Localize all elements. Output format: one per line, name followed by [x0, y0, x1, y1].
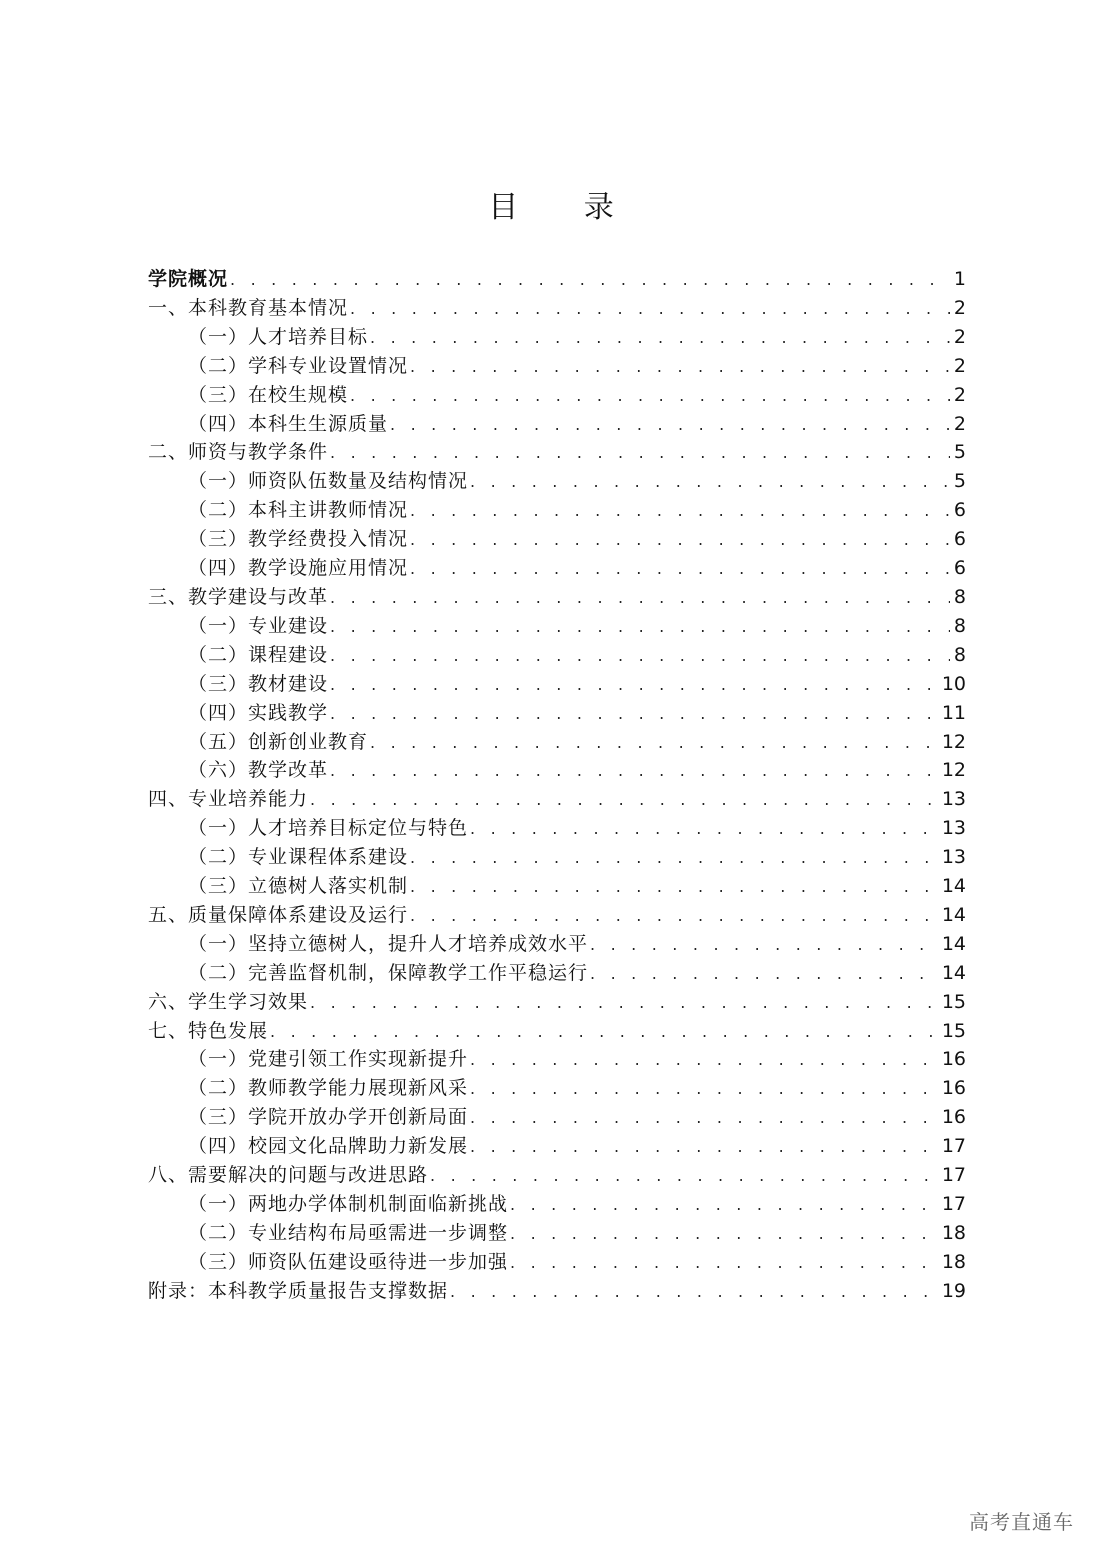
toc-dot-leader: [590, 931, 938, 960]
toc-entry-label: （一）坚持立德树人，提升人才培养成效水平: [188, 932, 589, 955]
toc-dot-leader: [330, 613, 950, 642]
toc-entry[interactable]: [148, 381, 966, 410]
toc-entry[interactable]: [148, 959, 966, 988]
toc-page-number: 13: [941, 846, 966, 869]
toc-page-number: 14: [941, 903, 966, 926]
toc-dot-leader: [470, 1133, 938, 1162]
toc-entry-label: 五、质量保障体系建设及运行: [148, 903, 409, 926]
toc-page-number: 19: [941, 1279, 966, 1302]
toc-dot-leader: [470, 815, 938, 844]
toc-page-number: 8: [953, 643, 966, 666]
toc-dot-leader: [470, 468, 950, 497]
toc-entry[interactable]: [148, 1248, 966, 1277]
toc-entry[interactable]: [148, 438, 966, 467]
toc-page-number: 2: [953, 325, 966, 348]
toc-dot-leader: [330, 700, 938, 729]
toc-dot-leader: [330, 584, 950, 613]
toc-dot-leader: [230, 266, 950, 295]
toc-dot-leader: [370, 324, 950, 353]
table-of-contents: [148, 265, 966, 1306]
toc-page-number: 1: [953, 268, 966, 290]
toc-page-number: 16: [941, 1106, 966, 1129]
toc-page-number: 2: [953, 412, 966, 435]
toc-entry-label: （二）教师教学能力展现新风采: [188, 1077, 469, 1100]
toc-entry-label: （一）专业建设: [188, 614, 329, 637]
toc-entry[interactable]: [148, 525, 966, 554]
toc-dot-leader: [470, 1104, 938, 1133]
toc-entry[interactable]: [148, 814, 966, 843]
toc-entry-label: （三）教材建设: [188, 672, 329, 695]
toc-entry-label: （二）专业课程体系建设: [188, 846, 409, 869]
toc-entry[interactable]: [148, 352, 966, 381]
toc-page-number: 5: [953, 470, 966, 493]
toc-entry-label: （三）在校生规模: [188, 383, 349, 406]
toc-dot-leader: [430, 1162, 938, 1191]
toc-dot-leader: [510, 1220, 938, 1249]
toc-dot-leader: [370, 729, 938, 758]
toc-entry-label: （一）党建引领工作实现新提升: [188, 1048, 469, 1071]
toc-entry[interactable]: [148, 496, 966, 525]
toc-entry-label: 学院概况: [148, 268, 229, 290]
toc-dot-leader: [330, 439, 950, 468]
toc-dot-leader: [330, 642, 950, 671]
toc-entry-label: （三）立德树人落实机制: [188, 875, 409, 898]
toc-page-number: 14: [941, 875, 966, 898]
toc-page-number: 6: [953, 557, 966, 580]
toc-entry[interactable]: [148, 467, 966, 496]
toc-page-number: 12: [941, 730, 966, 753]
toc-entry[interactable]: [148, 872, 966, 901]
toc-entry-label: （一）师资队伍数量及结构情况: [188, 470, 469, 493]
toc-page-number: 16: [941, 1048, 966, 1071]
toc-dot-leader: [390, 411, 950, 440]
toc-dot-leader: [510, 1191, 938, 1220]
page-title: 目 录: [488, 190, 642, 225]
toc-entry-label: （五）创新创业教育: [188, 730, 369, 753]
toc-page-number: 14: [941, 932, 966, 955]
toc-page-number: 5: [953, 441, 966, 464]
toc-entry-label: （四）实践教学: [188, 701, 329, 724]
toc-dot-leader: [410, 902, 938, 931]
toc-page-number: 18: [941, 1221, 966, 1244]
toc-entry[interactable]: [148, 901, 966, 930]
toc-entry-label: （四）教学设施应用情况: [188, 557, 409, 580]
toc-entry-label: 附录：本科教学质量报告支撑数据: [148, 1279, 449, 1302]
toc-dot-leader: [330, 671, 938, 700]
toc-page-number: 16: [941, 1077, 966, 1100]
toc-dot-leader: [310, 989, 938, 1018]
toc-entry[interactable]: [148, 1074, 966, 1103]
toc-entry[interactable]: [148, 1219, 966, 1248]
toc-entry[interactable]: [148, 1190, 966, 1219]
toc-dot-leader: [450, 1278, 938, 1307]
toc-page-number: 6: [953, 499, 966, 522]
toc-entry[interactable]: [148, 554, 966, 583]
toc-entry[interactable]: [148, 1161, 966, 1190]
toc-entry[interactable]: [148, 323, 966, 352]
toc-entry[interactable]: [148, 583, 966, 612]
toc-entry[interactable]: [148, 265, 966, 294]
toc-entry-label: （六）教学改革: [188, 759, 329, 782]
toc-page-number: 8: [953, 614, 966, 637]
toc-dot-leader: [330, 757, 938, 786]
toc-page-number: 2: [953, 383, 966, 406]
toc-entry-label: （二）课程建设: [188, 643, 329, 666]
toc-dot-leader: [470, 1046, 938, 1075]
toc-dot-leader: [350, 295, 950, 324]
toc-dot-leader: [310, 786, 938, 815]
toc-entry[interactable]: [148, 785, 966, 814]
toc-entry[interactable]: [148, 1103, 966, 1132]
toc-page-number: 18: [941, 1250, 966, 1273]
toc-page-number: 17: [941, 1193, 966, 1215]
toc-dot-leader: [410, 497, 950, 526]
toc-page-number: 2: [953, 354, 966, 377]
toc-entry[interactable]: [148, 843, 966, 872]
toc-entry[interactable]: [148, 756, 966, 785]
toc-entry[interactable]: [148, 1277, 966, 1306]
toc-entry[interactable]: [148, 612, 966, 641]
toc-entry-label: 二、师资与教学条件: [148, 441, 329, 464]
toc-entry-label: 三、教学建设与改革: [148, 585, 329, 608]
toc-entry[interactable]: [148, 1132, 966, 1161]
toc-entry-label: （三）师资队伍建设亟待进一步加强: [188, 1250, 509, 1273]
toc-page-number: 10: [941, 672, 966, 695]
toc-entry[interactable]: [148, 699, 966, 728]
toc-entry-label: （二）专业结构布局亟需进一步调整: [188, 1221, 509, 1244]
toc-page-number: 12: [941, 759, 966, 782]
toc-entry-label: （二）本科主讲教师情况: [188, 499, 409, 522]
toc-dot-leader: [510, 1249, 938, 1278]
toc-entry-label: （一）两地办学体制机制面临新挑战: [188, 1193, 509, 1215]
toc-entry-label: 四、专业培养能力: [148, 788, 309, 811]
toc-entry[interactable]: [148, 641, 966, 670]
toc-entry-label: （二）学科专业设置情况: [188, 354, 409, 377]
toc-entry[interactable]: [148, 930, 966, 959]
toc-entry[interactable]: [148, 670, 966, 699]
toc-page-number: 15: [941, 1019, 966, 1042]
toc-entry[interactable]: [148, 728, 966, 757]
toc-entry[interactable]: [148, 294, 966, 323]
toc-entry-label: 六、学生学习效果: [148, 990, 309, 1013]
toc-dot-leader: [410, 844, 938, 873]
toc-entry-label: （四）校园文化品牌助力新发展: [188, 1135, 469, 1158]
toc-entry[interactable]: [148, 410, 966, 439]
toc-dot-leader: [410, 555, 950, 584]
toc-entry-label: （三）学院开放办学开创新局面: [188, 1106, 469, 1129]
toc-page-number: 13: [941, 817, 966, 840]
toc-entry-label: （一）人才培养目标: [188, 325, 369, 348]
toc-entry[interactable]: [148, 1045, 966, 1074]
toc-page-number: 17: [941, 1135, 966, 1158]
toc-entry-label: 一、本科教育基本情况: [148, 296, 349, 319]
toc-page-number: 8: [953, 585, 966, 608]
toc-entry-label: 七、特色发展: [148, 1019, 269, 1042]
toc-page-number: 13: [941, 788, 966, 811]
toc-dot-leader: [410, 873, 938, 902]
toc-page-number: 14: [941, 961, 966, 984]
toc-dot-leader: [410, 353, 950, 382]
toc-page-number: 17: [941, 1164, 966, 1187]
toc-entry-label: （二）完善监督机制，保障教学工作平稳运行: [188, 961, 589, 984]
toc-page-number: 15: [941, 990, 966, 1013]
toc-entry-label: （一）人才培养目标定位与特色: [188, 817, 469, 840]
toc-page-number: 2: [953, 296, 966, 319]
toc-entry[interactable]: [148, 1017, 966, 1046]
toc-dot-leader: [270, 1018, 938, 1047]
toc-entry-label: （三）教学经费投入情况: [188, 528, 409, 551]
toc-entry-label: 八、需要解决的问题与改进思路: [148, 1164, 429, 1187]
toc-page-number: 6: [953, 528, 966, 551]
toc-dot-leader: [470, 1075, 938, 1104]
toc-dot-leader: [590, 960, 938, 989]
toc-entry[interactable]: [148, 988, 966, 1017]
toc-dot-leader: [350, 382, 950, 411]
toc-entry-label: （四）本科生生源质量: [188, 412, 389, 435]
toc-dot-leader: [410, 526, 950, 555]
watermark-text: 高考直通车: [969, 1510, 1074, 1534]
toc-page-number: 11: [941, 701, 966, 724]
